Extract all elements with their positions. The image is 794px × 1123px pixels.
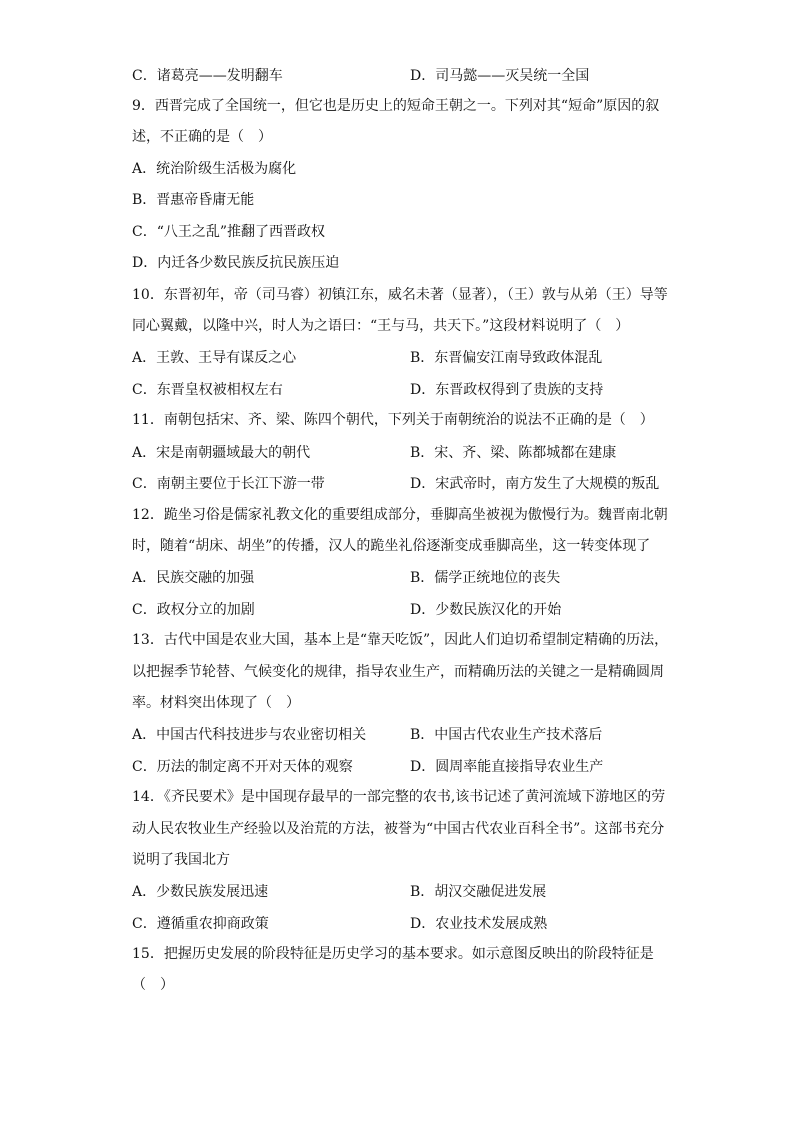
q12-option-b[interactable]: B．儒学正统地位的丧失 xyxy=(410,570,561,586)
q9-option-d[interactable]: D．内迁各少数民族反抗民族压迫 xyxy=(132,255,340,271)
q11-stem-line-1: 11．南朝包括宋、齐、梁、陈四个朝代，下列关于南朝统治的说法不正确的是（ ） xyxy=(132,412,654,428)
q9-option-a[interactable]: A．统治阶级生活极为腐化 xyxy=(132,161,297,177)
q10-stem-line-2: 同心翼戴，以隆中兴，时人为之语曰：“王与马，共天下。”这段材料说明了（ ） xyxy=(132,318,630,334)
q11-options-ab xyxy=(132,442,672,462)
q10-stem-line-1: 10．东晋初年，帝（司马睿）初镇江东，威名未著（显著），（王）敦与从弟（王）导等 xyxy=(132,287,668,303)
q14-options-ab xyxy=(132,881,672,901)
q13-option-d[interactable]: D．圆周率能直接指导农业生产 xyxy=(410,759,604,775)
q13-stem-line-2: 以把握季节轮替、气候变化的规律，指导农业生产，而精确历法的关键之一是精确圆周 xyxy=(132,664,664,680)
q14-options-cd xyxy=(132,913,672,933)
q12-options-cd xyxy=(132,599,672,619)
q14-option-c[interactable]: C．遵循重农抑商政策 xyxy=(132,916,269,932)
q8-option-d[interactable]: D．司马懿——灭吴统一全国 xyxy=(410,68,590,84)
q13-option-c[interactable]: C．历法的制定离不开对天体的观察 xyxy=(132,759,353,775)
q11-option-d[interactable]: D．宋武帝时，南方发生了大规模的叛乱 xyxy=(410,476,660,492)
q10-options-ab xyxy=(132,347,672,367)
q12-option-d[interactable]: D．少数民族汉化的开始 xyxy=(410,602,562,618)
q14-stem-line-3: 说明了我国北方 xyxy=(132,852,230,868)
q8-options-cd xyxy=(132,65,672,85)
q15-stem-line-1: 15．把握历史发展的阶段特征是历史学习的基本要求。如示意图反映出的阶段特征是 xyxy=(132,946,654,962)
q12-option-c[interactable]: C．政权分立的加剧 xyxy=(132,602,255,618)
q12-options-ab xyxy=(132,567,672,587)
q10-options-cd xyxy=(132,379,672,399)
q12-stem-line-2: 时，随着“胡床、胡坐”的传播，汉人的跪坐礼俗逐渐变成垂脚高坐，这一转变体现了 xyxy=(132,538,651,554)
q9-option-b[interactable]: B．晋惠帝昏庸无能 xyxy=(132,192,255,208)
q12-option-a[interactable]: A．民族交融的加强 xyxy=(132,570,255,586)
q9-stem-line-1: 9．西晋完成了全国统一，但它也是历史上的短命王朝之一。下列对其“短命”原因的叙 xyxy=(132,98,660,114)
q11-option-b[interactable]: B．宋、齐、梁、陈都城都在建康 xyxy=(410,445,617,461)
q13-options-ab xyxy=(132,724,672,744)
q10-option-d[interactable]: D．东晋政权得到了贵族的支持 xyxy=(410,382,604,398)
q15-stem-line-2: （ ） xyxy=(132,977,174,993)
q10-option-b[interactable]: B．东晋偏安江南导致政体混乱 xyxy=(410,350,603,366)
q9-stem-line-2: 述，不正确的是（ ） xyxy=(132,129,272,145)
q8-option-c[interactable]: C．诸葛亮——发明翻车 xyxy=(132,68,283,84)
q14-stem-line-1: 14．《齐民要术》是中国现存最早的一部完整的农书,该书记述了黄河流域下游地区的劳 xyxy=(132,789,666,805)
q11-option-c[interactable]: C．南朝主要位于长江下游一带 xyxy=(132,476,325,492)
q9-option-c[interactable]: C．“八王之乱”推翻了西晋政权 xyxy=(132,224,326,240)
q13-stem-line-1: 13．古代中国是农业大国，基本上是“靠天吃饭”，因此人们迫切希望制定精确的历法， xyxy=(132,632,669,648)
q14-option-a[interactable]: A．少数民族发展迅速 xyxy=(132,884,269,900)
q14-option-d[interactable]: D．农业技术发展成熟 xyxy=(410,916,548,932)
q14-option-b[interactable]: B．胡汉交融促进发展 xyxy=(410,884,547,900)
q11-options-cd xyxy=(132,473,672,493)
q13-option-b[interactable]: B．中国古代农业生产技术落后 xyxy=(410,727,603,743)
q13-stem-line-3: 率。材料突出体现了（ ） xyxy=(132,695,300,711)
q12-stem-line-1: 12．跪坐习俗是儒家礼教文化的重要组成部分，垂脚高坐被视为傲慢行为。魏晋南北朝 xyxy=(132,507,668,523)
q11-option-a[interactable]: A．宋是南朝疆域最大的朝代 xyxy=(132,445,311,461)
q13-options-cd xyxy=(132,756,672,776)
q10-option-a[interactable]: A．王敦、王导有谋反之心 xyxy=(132,350,297,366)
q13-option-a[interactable]: A．中国古代科技进步与农业密切相关 xyxy=(132,727,367,743)
q14-stem-line-2: 动人民农牧业生产经验以及治荒的方法，被誉为“中国古代农业百科全书”。这部书充分 xyxy=(132,821,665,837)
q10-option-c[interactable]: C．东晋皇权被相权左右 xyxy=(132,382,283,398)
